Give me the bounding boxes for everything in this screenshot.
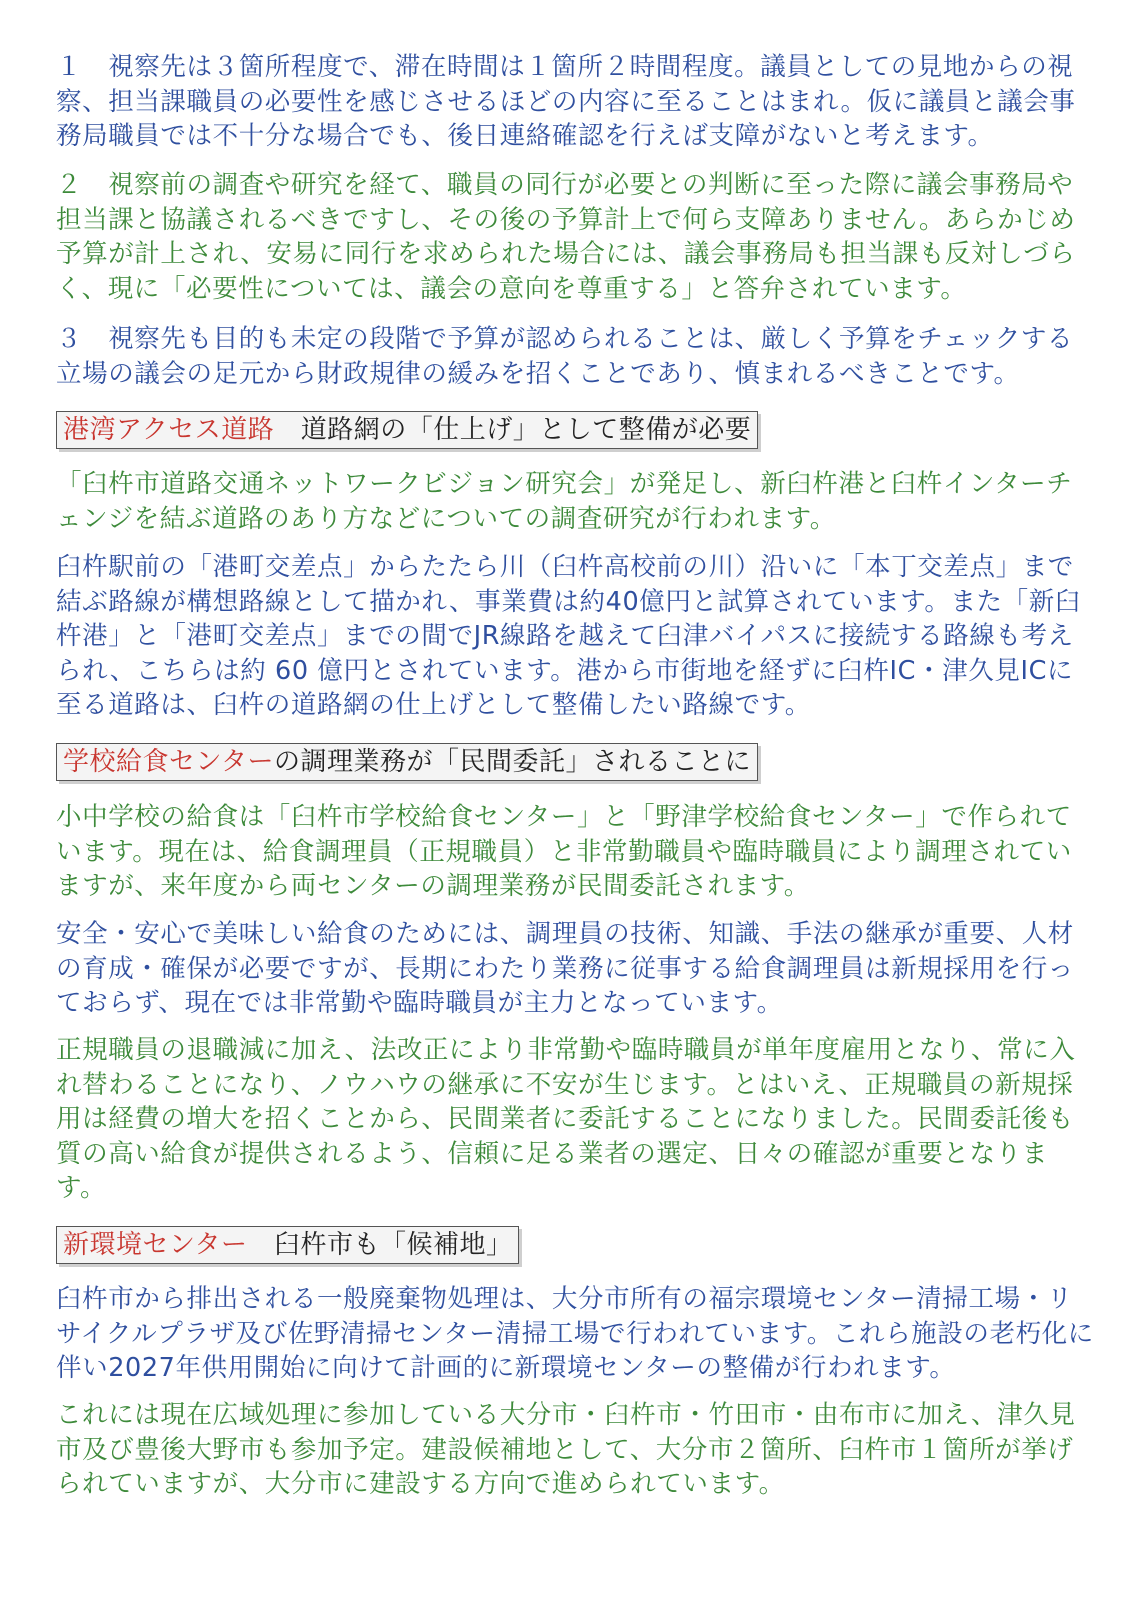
paragraph-1: １ 視察先は３箇所程度で、滞在時間は１箇所２時間程度。議員としての見地からの視察、担当課職員の必要性を感じさせるほどの内容に至ることはまれ。仮に議員と議会事務局職員では不十分な場合でも、後日連絡確認を行えば支障がないと考えます。	[56, 52, 1076, 151]
paragraph-7: 安全・安心で美味しい給食のためには、調理員の技術、知識、手法の継承が重要、人材の育成・確保が必要ですが、長期にわたり業務に従事する給食調理員は新規採用を行っておらず、現在では非常勤や臨時職員が主力となっています。	[56, 919, 1074, 1018]
heading-text: の調理業務が「民間委託」されることに	[273, 747, 751, 777]
paragraph-5: 臼杵駅前の「港町交差点」からたたら川（臼杵高校前の川）沿いに「本丁交差点」まで結ぶ路線が構想路線として描かれ、事業費は約40億円と試算されています。また「新臼杵港」と「港町交差点」までの間でJR線路を越えて臼津バイパスに接続する路線も考えられ、こちらは約 60 億円とされています。港から市街地を経ずに臼杵IC・津久見ICに至る道路は、臼杵の道路網の仕上げとして整備したい路線です。	[56, 552, 1081, 720]
paragraph-2: ２ 視察前の調査や研究を経て、職員の同行が必要との判断に至った際に議会事務局や担当課と協議されるべきですし、その後の予算計上で何ら支障ありません。あらかじめ予算が計上され、安易に同行を求められた場合には、議会事務局も担当課も反対しづらく、現に「必要性については、議会の意向を尊重する」と答弁されています。	[56, 170, 1076, 304]
section-heading-new-environment-center	[56, 1226, 519, 1264]
paragraph-9: 臼杵市から排出される一般廃棄物処理は、大分市所有の福宗環境センター清掃工場・リサイクルプラザ及び佐野清掃センター清掃工場で行われています。これら施設の老朽化に伴い2027年供用開始に向けて計画的に新環境センターの整備が行われます。	[56, 1284, 1094, 1383]
heading-highlight: 新環境センター	[63, 1230, 248, 1260]
section-heading-school-lunch-center	[56, 743, 758, 781]
heading-highlight: 学校給食センター	[63, 747, 274, 777]
paragraph-10: これには現在広域処理に参加している大分市・臼杵市・竹田市・由布市に加え、津久見市及び豊後大野市も参加予定。建設候補地として、大分市２箇所、臼杵市１箇所が挙げられていますが、大分市に建設する方向で進められています。	[56, 1400, 1076, 1499]
paragraph-4: 「臼杵市道路交通ネットワークビジョン研究会」が発足し、新臼杵港と臼杵インターチェンジを結ぶ道路のあり方などについての調査研究が行われます。	[56, 469, 1073, 534]
paragraph-3: ３ 視察先も目的も未定の段階で予算が認められることは、厳しく予算をチェックする立場の議会の足元から財政規律の緩みを招くことであり、慎まれるべきことです。	[56, 324, 1074, 389]
heading-text: 臼杵市も「候補地」	[247, 1230, 513, 1260]
paragraph-6: 小中学校の給食は「臼杵市学校給食センター」と「野津学校給食センター」で作られています。現在は、給食調理員（正規職員）と非常勤職員や臨時職員により調理されていますが、来年度から両センターの調理業務が民間委託されます。	[56, 802, 1072, 901]
heading-highlight: 港湾アクセス道路	[63, 415, 275, 445]
paragraph-8: 正規職員の退職減に加え、法改正により非常勤や臨時職員が単年度雇用となり、常に入れ替わることになり、ノウハウの継承に不安が生じます。とはいえ、正規職員の新規採用は経費の増大を招くことから、民間業者に委託することになりました。民間委託後も質の高い給食が提供されるよう、信頼に足る業者の選定、日々の確認が重要となります。	[56, 1035, 1076, 1203]
heading-text: 道路網の「仕上げ」として整備が必要	[274, 415, 752, 445]
section-heading-harbor-access-road	[56, 411, 758, 449]
